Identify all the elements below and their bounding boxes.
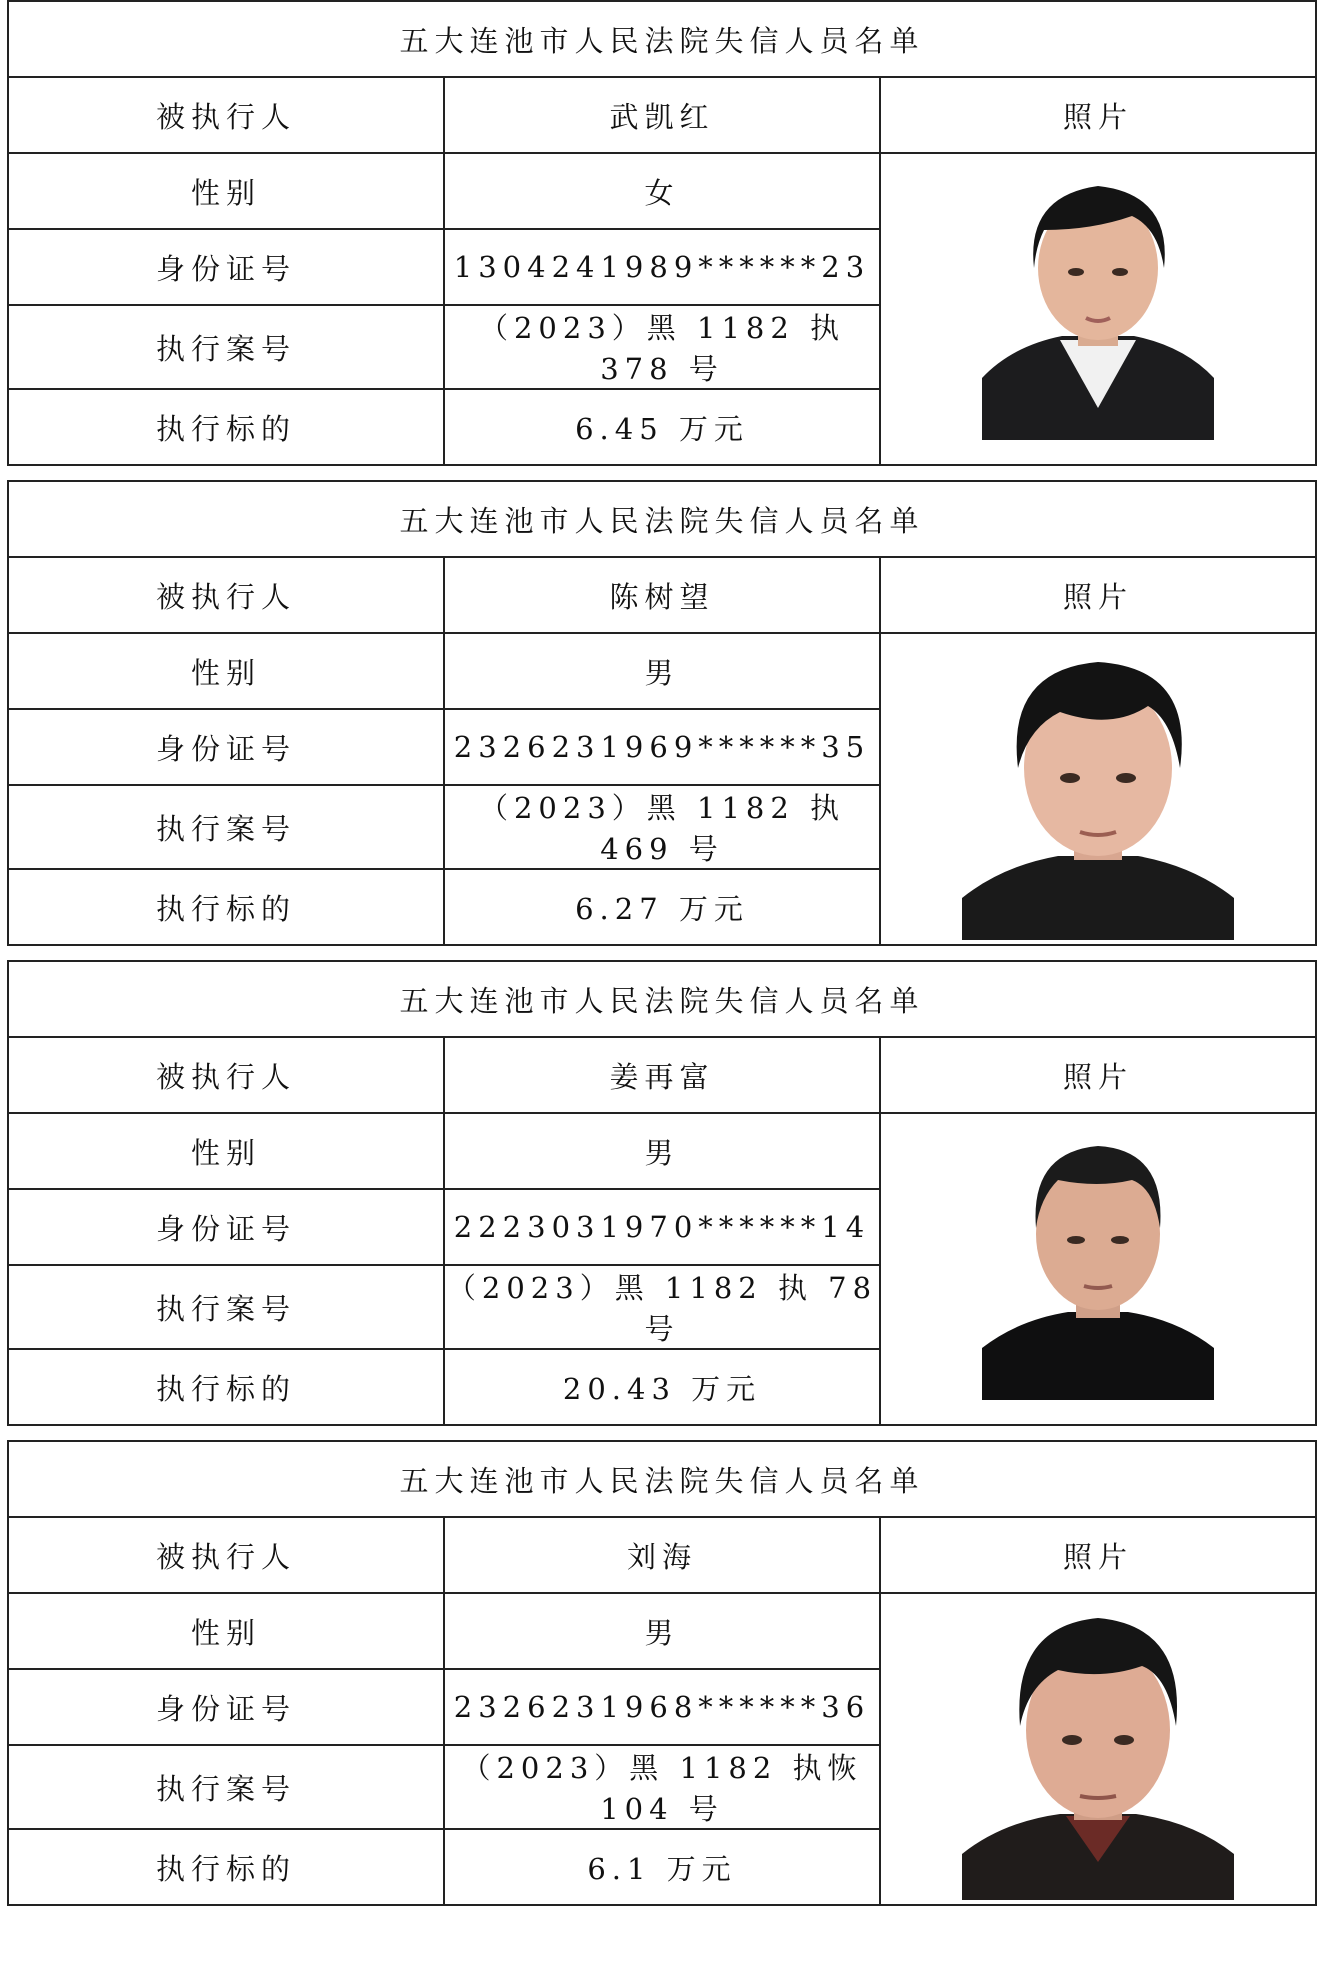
- amount-label: 执行标的: [8, 869, 444, 945]
- id-label: 身份证号: [8, 709, 444, 785]
- name-value: 陈树望: [444, 557, 880, 633]
- list-title: 五大连池市人民法院失信人员名单: [8, 961, 1316, 1037]
- case-label: 执行案号: [8, 1265, 444, 1349]
- record-table: [7, 1440, 1317, 1906]
- id-label: 身份证号: [8, 229, 444, 305]
- name-label: 被执行人: [8, 77, 444, 153]
- gender-label: 性别: [8, 153, 444, 229]
- name-value: 姜再富: [444, 1037, 880, 1113]
- amount-label: 执行标的: [8, 1829, 444, 1905]
- case-label: 执行案号: [8, 785, 444, 869]
- photo-label: 照片: [880, 557, 1316, 633]
- gender-label: 性别: [8, 1113, 444, 1189]
- record-table: [7, 0, 1317, 466]
- portrait-photo: [962, 1600, 1234, 1900]
- photo-cell: [880, 633, 1316, 945]
- name-label: 被执行人: [8, 1517, 444, 1593]
- photo-label: 照片: [880, 1037, 1316, 1113]
- id-value: 1304241989******23: [444, 229, 880, 305]
- portrait-photo: [962, 640, 1234, 940]
- record-card: [7, 960, 1317, 1441]
- case-label: 执行案号: [8, 305, 444, 389]
- amount-value: 6.45 万元: [444, 389, 880, 465]
- photo-label: 照片: [880, 1517, 1316, 1593]
- list-title: 五大连池市人民法院失信人员名单: [8, 1, 1316, 77]
- case-value: （2023）黑 1182 执 78 号: [444, 1265, 880, 1349]
- amount-label: 执行标的: [8, 389, 444, 465]
- case-value: （2023）黑 1182 执 469 号: [444, 785, 880, 869]
- gender-label: 性别: [8, 633, 444, 709]
- case-label: 执行案号: [8, 1745, 444, 1829]
- amount-value: 20.43 万元: [444, 1349, 880, 1425]
- gender-label: 性别: [8, 1593, 444, 1669]
- defaulter-list: [7, 0, 1317, 1921]
- record-card: [7, 480, 1317, 961]
- id-value: 2326231968******36: [444, 1669, 880, 1745]
- photo-cell: [880, 1113, 1316, 1425]
- id-value: 2326231969******35: [444, 709, 880, 785]
- name-value: 刘海: [444, 1517, 880, 1593]
- gender-value: 女: [444, 153, 880, 229]
- portrait-photo: [982, 168, 1214, 440]
- record-table: [7, 960, 1317, 1426]
- id-value: 2223031970******14: [444, 1189, 880, 1265]
- record-card: [7, 0, 1317, 481]
- amount-label: 执行标的: [8, 1349, 444, 1425]
- id-label: 身份证号: [8, 1189, 444, 1265]
- name-value: 武凯红: [444, 77, 880, 153]
- name-label: 被执行人: [8, 557, 444, 633]
- case-value: （2023）黑 1182 执恢 104 号: [444, 1745, 880, 1829]
- record-card: [7, 1440, 1317, 1921]
- case-value: （2023）黑 1182 执 378 号: [444, 305, 880, 389]
- gender-value: 男: [444, 1113, 880, 1189]
- photo-label: 照片: [880, 77, 1316, 153]
- id-label: 身份证号: [8, 1669, 444, 1745]
- gender-value: 男: [444, 633, 880, 709]
- list-title: 五大连池市人民法院失信人员名单: [8, 481, 1316, 557]
- photo-cell: [880, 153, 1316, 465]
- amount-value: 6.1 万元: [444, 1829, 880, 1905]
- list-title: 五大连池市人民法院失信人员名单: [8, 1441, 1316, 1517]
- gender-value: 男: [444, 1593, 880, 1669]
- photo-cell: [880, 1593, 1316, 1905]
- amount-value: 6.27 万元: [444, 869, 880, 945]
- name-label: 被执行人: [8, 1037, 444, 1113]
- portrait-photo: [982, 1128, 1214, 1400]
- record-table: [7, 480, 1317, 946]
